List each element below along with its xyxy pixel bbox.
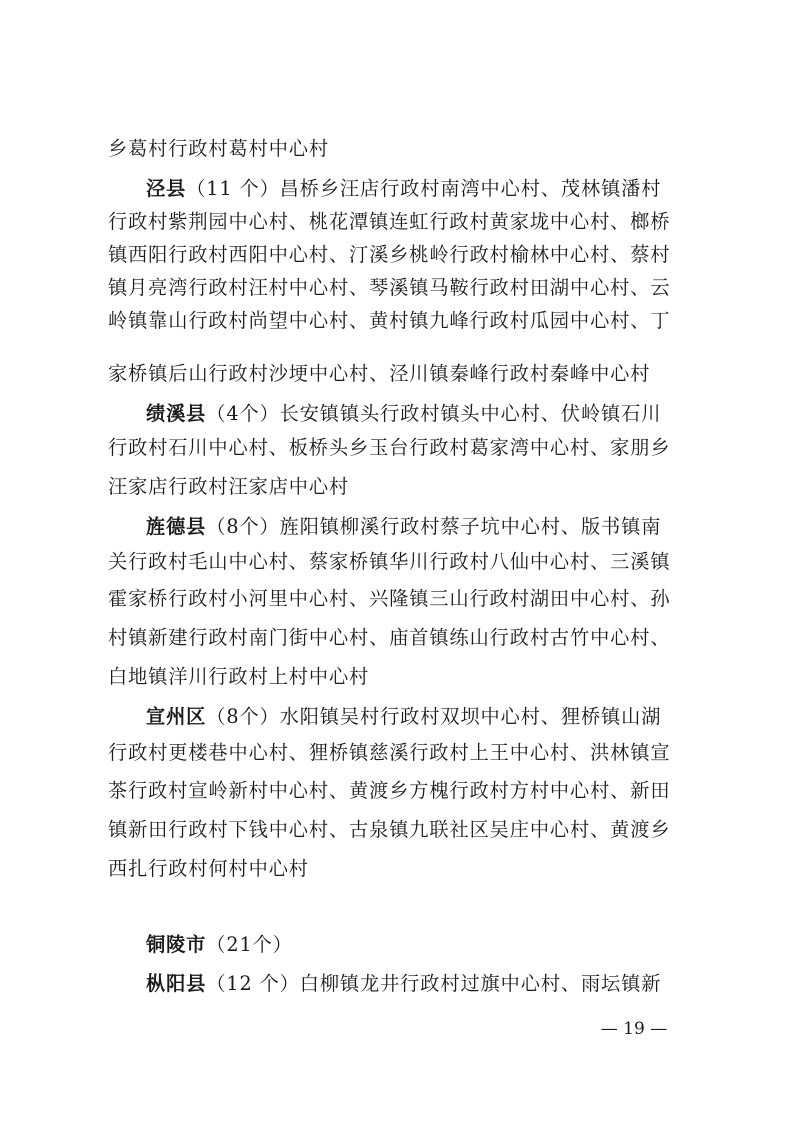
county-heading: 泾县	[146, 177, 187, 200]
text-line: 家桥镇后山行政村沙埂中心村、泾川镇秦峰行政村秦峰中心村	[108, 362, 651, 385]
text-line: 西扎行政村何村中心村	[108, 857, 309, 880]
text-line: 镇月亮湾行政村汪村中心村、琴溪镇马鞍行政村田湖中心村、云	[108, 276, 671, 299]
county-heading: 旌德县	[146, 515, 207, 538]
county-heading: 枞阳县	[146, 972, 207, 995]
county-paragraph-jingxian: 泾县（11 个）昌桥乡汪店行政村南湾中心村、茂林镇潘村	[146, 177, 662, 200]
text-line: 茶行政村宣岭新村中心村、黄渡乡方槐行政村方村中心村、新田	[108, 779, 671, 802]
county-paragraph-jingde: 旌德县（8个）旌阳镇柳溪行政村蔡子坑中心村、版书镇南	[146, 515, 662, 538]
text-line: 白地镇洋川行政村上村中心村	[108, 665, 370, 688]
text-line: 镇西阳行政村西阳中心村、汀溪乡桃岭行政村榆林中心村、蔡村	[108, 243, 671, 266]
city-heading: 铜陵市	[146, 933, 207, 956]
page-number: — 19 —	[600, 1019, 668, 1039]
text-line: 乡葛村行政村葛村中心村	[108, 137, 329, 160]
text-line: 行政村紫荆园中心村、桃花潭镇连虹行政村黄家垅中心村、榔桥	[108, 210, 671, 233]
county-heading: 宣州区	[146, 705, 207, 728]
county-paragraph-zongyang: 枞阳县（12 个）白柳镇龙井行政村过旗中心村、雨坛镇新	[146, 972, 662, 995]
text-line: 行政村石川中心村、板桥头乡玉台行政村葛家湾中心村、家朋乡	[108, 436, 671, 459]
county-paragraph-jixi: 绩溪县（4个）长安镇镇头行政村镇头中心村、伏岭镇石川	[146, 402, 662, 425]
text-line: 镇新田行政村下钱中心村、古泉镇九联社区吴庄中心村、黄渡乡	[108, 818, 671, 841]
text-line: 汪家店行政村汪家店中心村	[108, 475, 350, 498]
text-line: 关行政村毛山中心村、蔡家桥镇华川行政村八仙中心村、三溪镇	[108, 550, 671, 573]
text-line: 村镇新建行政村南门街中心村、庙首镇练山行政村古竹中心村、	[108, 626, 671, 649]
text-line: 霍家桥行政村小河里中心村、兴隆镇三山行政村湖田中心村、孙	[108, 587, 671, 610]
county-heading: 绩溪县	[146, 402, 207, 425]
county-paragraph-xuanzhou: 宣州区（8个）水阳镇吴村行政村双坝中心村、狸桥镇山湖	[146, 705, 662, 728]
text-line: 行政村更楼巷中心村、狸桥镇慈溪行政村上王中心村、洪林镇宣	[108, 741, 671, 764]
text-line: 岭镇靠山行政村尚望中心村、黄村镇九峰行政村瓜园中心村、丁	[108, 309, 671, 332]
city-heading-tongling: 铜陵市（21个）	[146, 933, 293, 956]
